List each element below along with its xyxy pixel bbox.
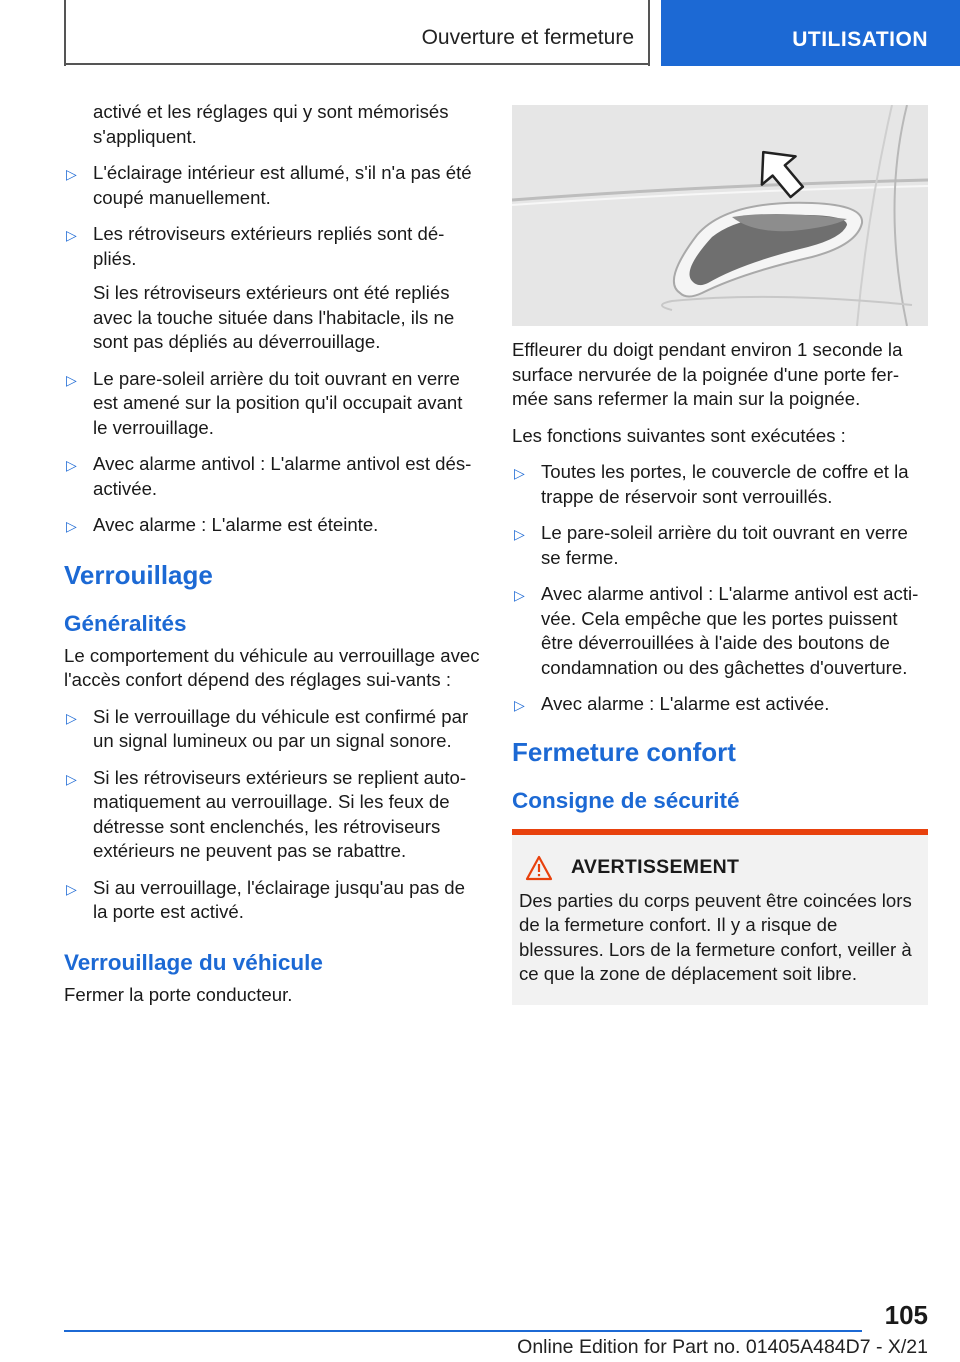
list-item xyxy=(64,876,482,925)
warning-text: Des parties du corps peuvent être coincées lors de la fermeture confort. Il y a risque de blessures. Lors de la fermeture confort, veiller à ce que la zone de déplacement soit libre. xyxy=(519,889,912,984)
list-item-text: Avec alarme : L'alarme est activée. xyxy=(541,693,830,714)
list-item xyxy=(512,460,928,509)
heading-generalites: Généralités xyxy=(64,610,187,636)
list-item xyxy=(512,582,928,680)
list-item-text: Si les rétroviseurs extérieurs se replient auto‐matiquement au verrouillage. Si les feux de détresse sont enclenchés, les rétroviseurs extérieurs ne peuvent pas se rabattre. xyxy=(93,766,467,861)
list-item xyxy=(64,705,482,754)
list-item-text: Avec alarme antivol : L'alarme antivol est acti‐vée. Cela empêche que les portes puissent être déverrouillées à l'aide des boutons de condamnation ou des gâchettes d'ouverture. xyxy=(541,583,919,678)
bullet-triangle-icon: ▷ xyxy=(66,518,77,534)
heading-consigne-securite: Consigne de sécurité xyxy=(512,787,740,813)
list-item-text: Si le verrouillage du véhicule est confirmé par un signal lumineux ou par un signal sonore. xyxy=(93,705,469,751)
bullet-triangle-icon: ▷ xyxy=(66,770,77,787)
list-item-text: L'éclairage intérieur est allumé, s'il n'a pas été coupé manuellement. xyxy=(93,162,472,208)
list-item xyxy=(64,367,482,441)
list-item xyxy=(512,692,928,717)
verrouillage-vehicule-paragraph: Fermer la porte conducteur. xyxy=(64,983,293,1005)
list-item-text: Avec alarme antivol : L'alarme antivol est dés‐activée. xyxy=(93,453,472,499)
header-underline xyxy=(64,63,650,65)
bullet-triangle-icon: ▷ xyxy=(66,457,77,473)
page-number: 105 xyxy=(884,1300,928,1330)
list-item-text: Le pare-soleil arrière du toit ouvrant en verre se ferme. xyxy=(541,522,908,568)
header-divider-left xyxy=(64,0,66,66)
page-header xyxy=(0,0,960,66)
bullet-triangle-icon: ▷ xyxy=(66,880,77,897)
list-item-text: Les rétroviseurs extérieurs repliés sont dé‐pliés. xyxy=(93,223,445,269)
bullet-triangle-icon: ▷ xyxy=(66,227,77,243)
left-column xyxy=(64,100,482,1019)
heading-verrouillage-vehicule: Verrouillage du véhicule xyxy=(64,949,323,975)
list-item-text: Avec alarme : L'alarme est éteinte. xyxy=(93,514,379,535)
list-item xyxy=(64,513,482,538)
footer-rule xyxy=(64,1330,862,1332)
unlock-effects-list xyxy=(64,161,482,538)
section-title: Ouverture et fermeture xyxy=(421,26,634,49)
bullet-triangle-icon: ▷ xyxy=(514,697,525,713)
intro-paragraph: activé et les réglages qui y sont mémorisés s'appliquent. xyxy=(93,101,449,147)
lock-settings-list xyxy=(64,705,482,925)
heading-verrouillage: Verrouillage xyxy=(64,559,213,590)
list-item xyxy=(64,161,482,210)
door-handle-illustration xyxy=(512,105,928,326)
generalites-paragraph: Le comportement du véhicule au verrouillage avec l'accès confort dépend des réglages sui‐vants : xyxy=(64,644,480,690)
door-handle-image xyxy=(512,105,928,326)
bullet-triangle-icon: ▷ xyxy=(66,371,77,388)
edition-line: Online Edition for Part no. 01405A484D7 - X/21 xyxy=(517,1336,928,1358)
list-item xyxy=(64,452,482,501)
warning-triangle-icon xyxy=(525,855,553,881)
figure-caption: Effleurer du doigt pendant environ 1 seconde la surface nervurée de la poignée d'une porte fer‐mée sans refermer la main sur la poignée. xyxy=(512,339,903,409)
bullet-triangle-icon: ▷ xyxy=(66,166,77,182)
heading-fermeture-confort: Fermeture confort xyxy=(512,736,736,767)
list-item xyxy=(64,222,482,355)
right-column xyxy=(512,338,928,1005)
list-item-text: Le pare-soleil arrière du toit ouvrant en verre est amené sur la position qu'il occupait avant le verrouillage. xyxy=(93,367,463,438)
warning-header xyxy=(519,855,920,881)
lock-functions-list xyxy=(512,460,928,717)
bullet-triangle-icon: ▷ xyxy=(514,465,525,481)
header-divider-right xyxy=(648,0,650,66)
list-item-subtext: Si les rétroviseurs extérieurs ont été repliés avec la touche située dans l'habitacle, ils ne sont pas dépliés au déverrouillage. xyxy=(93,282,455,352)
list-item xyxy=(512,521,928,570)
bullet-triangle-icon: ▷ xyxy=(66,709,77,726)
bullet-triangle-icon: ▷ xyxy=(514,587,525,603)
bullet-triangle-icon: ▷ xyxy=(514,526,525,542)
list-item-text: Si au verrouillage, l'éclairage jusqu'au pas de la porte est activé. xyxy=(93,876,465,922)
list-item xyxy=(64,766,482,864)
warning-box xyxy=(512,829,928,1005)
warning-title: AVERTISSEMENT xyxy=(571,856,740,879)
chapter-tab: UTILISATION xyxy=(661,0,960,66)
functions-intro: Les fonctions suivantes sont exécutées : xyxy=(512,424,846,446)
list-item-text: Toutes les portes, le couvercle de coffre et la trappe de réservoir sont verrouillés. xyxy=(541,461,909,507)
